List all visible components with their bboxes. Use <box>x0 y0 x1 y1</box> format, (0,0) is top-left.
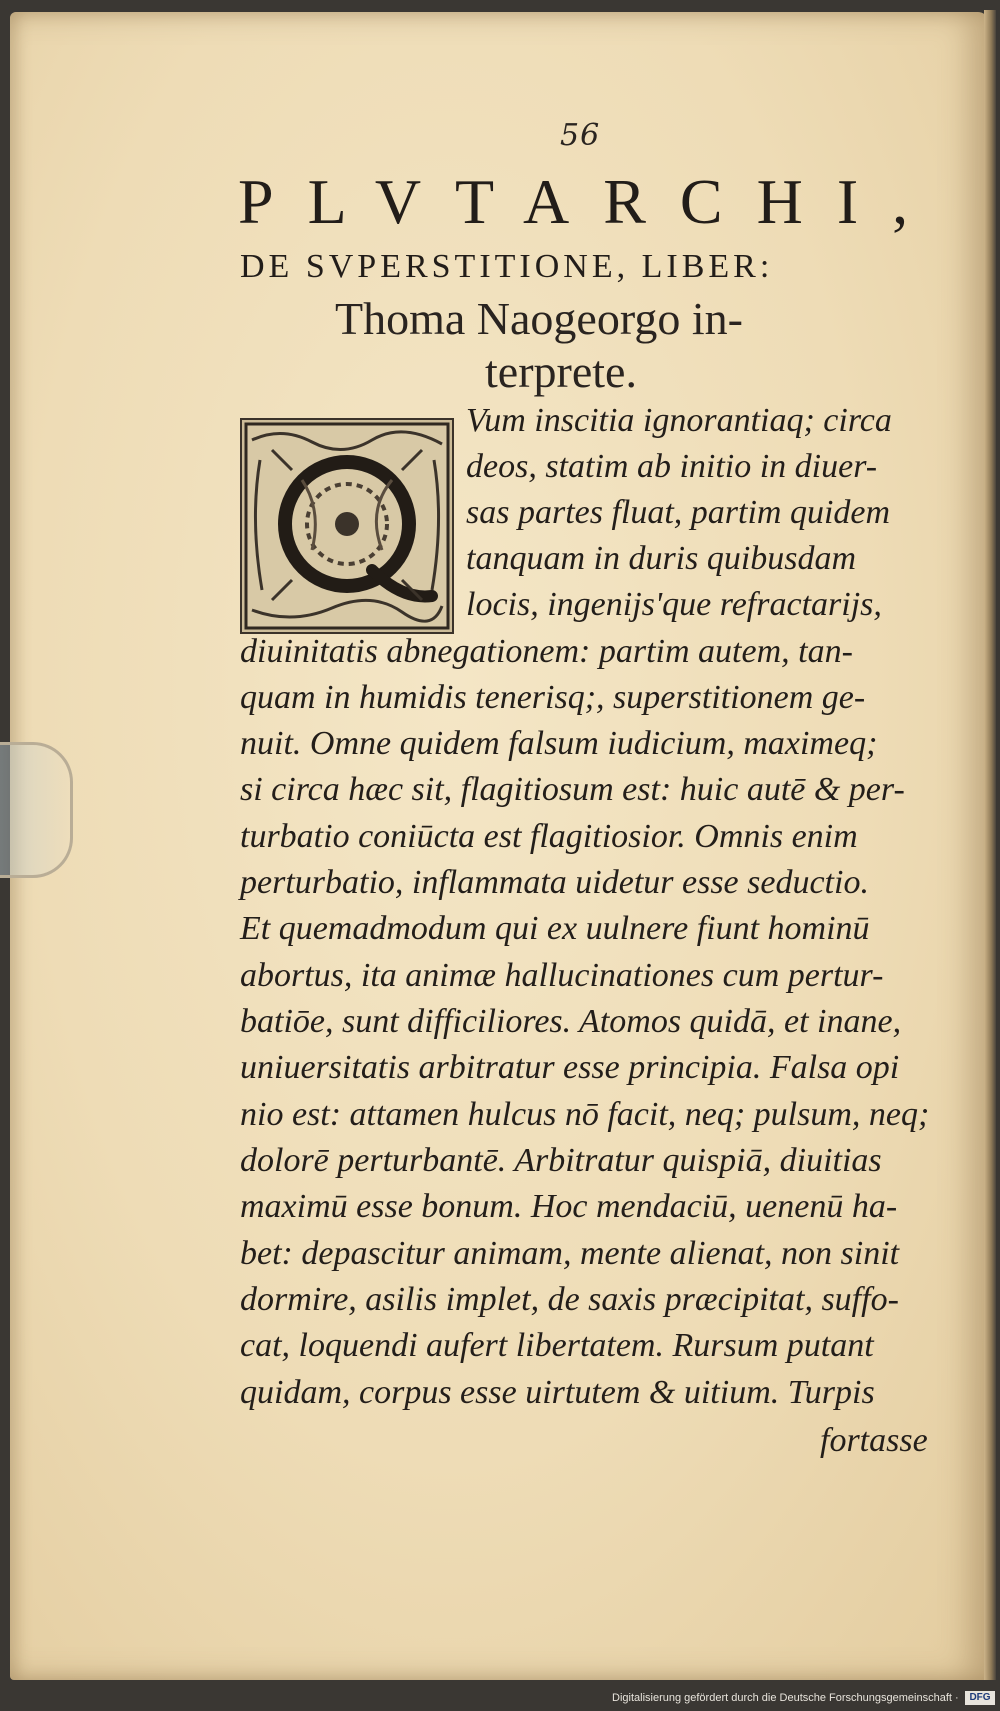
author-title: PLVTARCHI, <box>238 166 943 237</box>
body-line: bet: depascitur animam, mente alienat, non sinit <box>240 1235 900 1272</box>
page-number: 56 <box>560 118 601 153</box>
body-line: maximū esse bonum. Hoc mendaciū, uenenū ha- <box>240 1188 898 1225</box>
body-line: locis, ingenijs'que refractarijs, <box>466 586 882 623</box>
body-line: diuinitatis abnegationem: partim autem, tan- <box>240 633 853 670</box>
body-line: nuit. Omne quidem falsum iudicium, maximeq; <box>240 725 878 762</box>
translator-line-2: terprete. <box>485 346 637 397</box>
body-line: perturbatio, inflammata uidetur esse seductio. <box>240 864 869 901</box>
body-line: cat, loquendi aufert libertatem. Rursum putant <box>240 1327 874 1364</box>
body-line: sas partes fluat, partim quidem <box>466 494 891 531</box>
body-line: uniuersitatis arbitratur esse principia. Falsa opi <box>240 1049 900 1086</box>
body-line: Vum inscitia ignorantiaq; circa <box>466 402 892 439</box>
work-title: DE SVPERSTITIONE, LIBER: <box>240 248 774 285</box>
page-clip-mark <box>0 742 73 878</box>
body-line: dolorē perturbantē. Arbitratur quispiā, diuitias <box>240 1142 882 1179</box>
ornamental-initial-q-icon <box>240 418 454 634</box>
body-line: Et quemadmodum qui ex uulnere fiunt hominū <box>240 910 870 947</box>
body-line: tanquam in duris quibusdam <box>466 540 857 577</box>
body-line: batiōe, sunt difficiliores. Atomos quidā, et inane, <box>240 1003 902 1040</box>
dfg-logo-icon: DFG <box>965 1691 995 1705</box>
body-line: dormire, asilis implet, de saxis præcipitat, suffo- <box>240 1281 899 1318</box>
translator-line-1: Thoma Naogeorgo in- <box>335 293 743 344</box>
digitization-credit: Digitalisierung gefördert durch die Deutsche Forschungsgemeinschaft · <box>612 1692 959 1704</box>
body-line: turbatio coniūcta est flagitiosior. Omnis enim <box>240 818 858 855</box>
body-line: quidam, corpus esse uirtutem & uitium. Turpis <box>240 1374 875 1411</box>
body-line: nio est: attamen hulcus nō facit, neq; pulsum, neq; <box>240 1096 930 1133</box>
body-line: si circa hæc sit, flagitiosum est: huic autē & per- <box>240 771 905 808</box>
body-line: abortus, ita animæ hallucinationes cum pertur- <box>240 957 884 994</box>
catchword: fortasse <box>820 1422 928 1459</box>
page-edge <box>984 10 996 1680</box>
body-line: quam in humidis tenerisq;, superstitionem ge- <box>240 679 866 716</box>
body-line: deos, statim ab initio in diuer- <box>466 448 878 485</box>
